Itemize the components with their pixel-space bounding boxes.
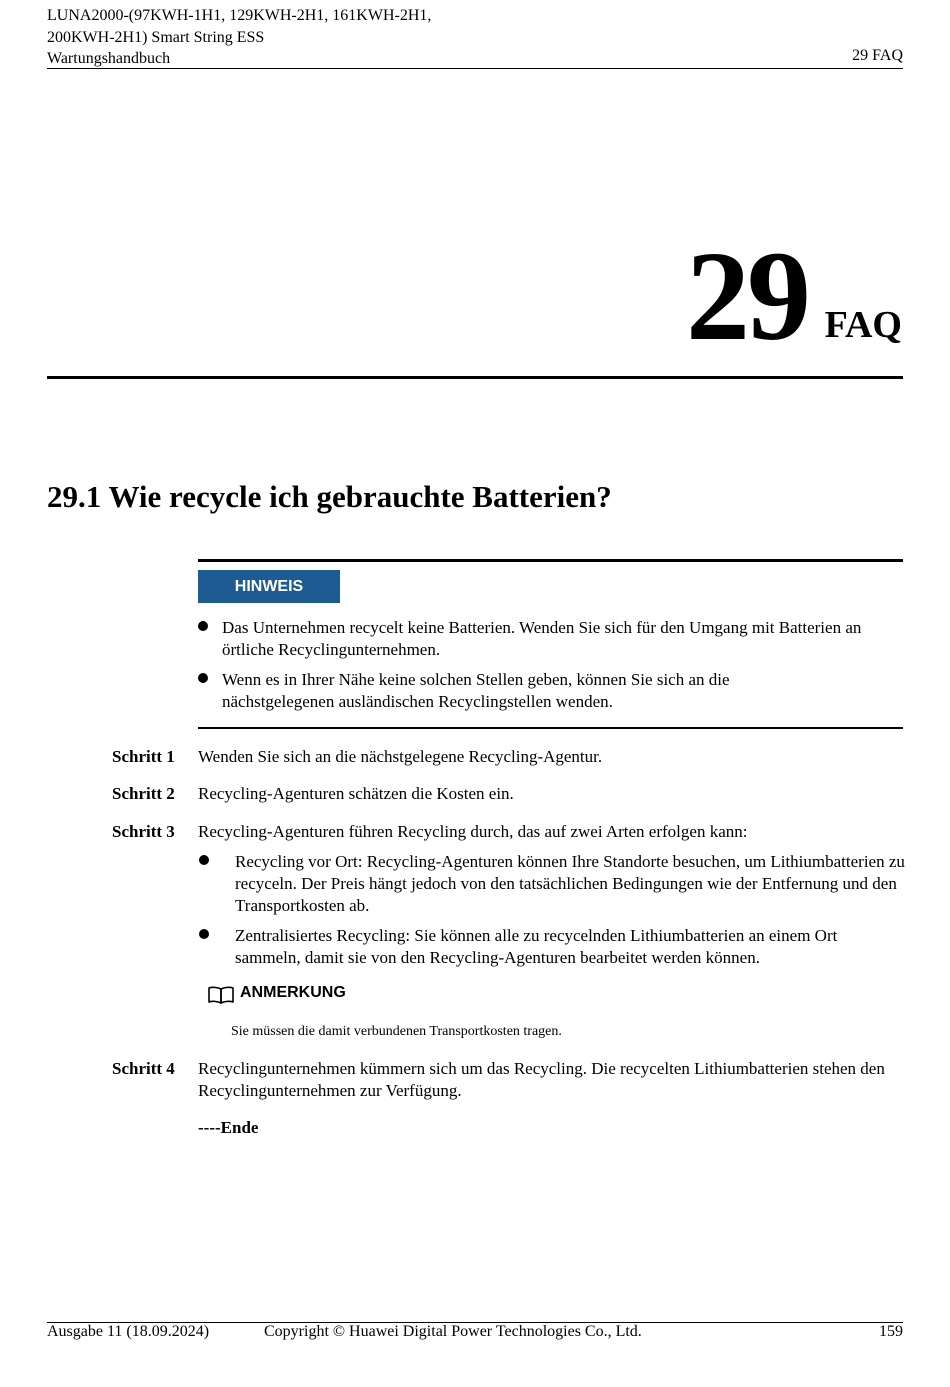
remark-text: Sie müssen die damit verbundenen Transportkosten tragen. [231, 1024, 562, 1039]
book-icon [207, 986, 235, 1004]
document-title [47, 5, 527, 70]
step-bullet-item: Recycling vor Ort: Recycling-Agenturen können Ihre Standorte besuchen, um Lithiumbatterien zu recyceln. Der Preis hängt jedoch von den tatsächlichen Bedingungen wie der Entfernung und den Transportkosten ab. [235, 852, 905, 915]
remark-label: ANMERKUNG [240, 984, 346, 1001]
notice-bullet-icon [198, 621, 208, 631]
step-text: Recyclingunternehmen kümmern sich um das Recycling. Die recycelten Lithiumbatterien stehen den Recyclingunternehmen zur Verfügung. [198, 1059, 885, 1100]
step-label: Schritt 1 [112, 747, 175, 766]
chapter-number: 29 [686, 225, 808, 367]
notice-bullet-icon [198, 673, 208, 683]
notice-item: Das Unternehmen recycelt keine Batterien. Wenden Sie sich für den Umgang mit Batterien an örtliche Recyclingunternehmen. [222, 618, 862, 659]
notice-bottom-rule [198, 727, 903, 729]
notice-item: Wenn es in Ihrer Nähe keine solchen Stellen geben, können Sie sich an die nächstgelegenen ausländischen Recyclingstellen wenden. [222, 670, 730, 711]
document-type: Wartungshandbuch [47, 50, 171, 67]
footer-copyright: Copyright © Huawei Digital Power Technologies Co., Ltd. [264, 1323, 642, 1340]
document-title-line-1: LUNA2000-(97KWH-1H1, 129KWH-2H1, 161KWH-2H1, [47, 7, 432, 24]
step-text: Recycling-Agenturen führen Recycling durch, das auf zwei Arten erfolgen kann: [198, 822, 748, 841]
page-number: 159 [879, 1323, 903, 1340]
step-text: Wenden Sie sich an die nächstgelegene Recycling-Agentur. [198, 747, 603, 766]
footer-edition: Ausgabe 11 (18.09.2024) [47, 1323, 210, 1340]
header-divider [47, 68, 903, 69]
step-label: Schritt 3 [112, 822, 175, 841]
chapter-divider [47, 376, 903, 379]
header-section-ref: 29 FAQ [852, 47, 903, 64]
notice-badge: HINWEIS [198, 570, 340, 603]
step-label: Schritt 4 [112, 1059, 175, 1078]
step-bullet-item: Zentralisiertes Recycling: Sie können alle zu recycelnden Lithiumbatterien an einem Ort sammeln, damit sie von den Recycling-Agenturen bearbeitet werden können. [235, 926, 838, 967]
notice-top-rule [198, 559, 903, 562]
step-label: Schritt 2 [112, 784, 175, 803]
end-marker: ----Ende [198, 1118, 259, 1137]
step-text: Recycling-Agenturen schätzen die Kosten ein. [198, 784, 514, 803]
section-heading: 29.1 Wie recycle ich gebrauchte Batterien? [47, 479, 612, 514]
document-title-line-2: 200KWH-2H1) Smart String ESS [47, 28, 265, 46]
step-bullet-icon [199, 855, 209, 865]
chapter-title: FAQ [824, 304, 902, 346]
step-bullet-icon [199, 929, 209, 939]
